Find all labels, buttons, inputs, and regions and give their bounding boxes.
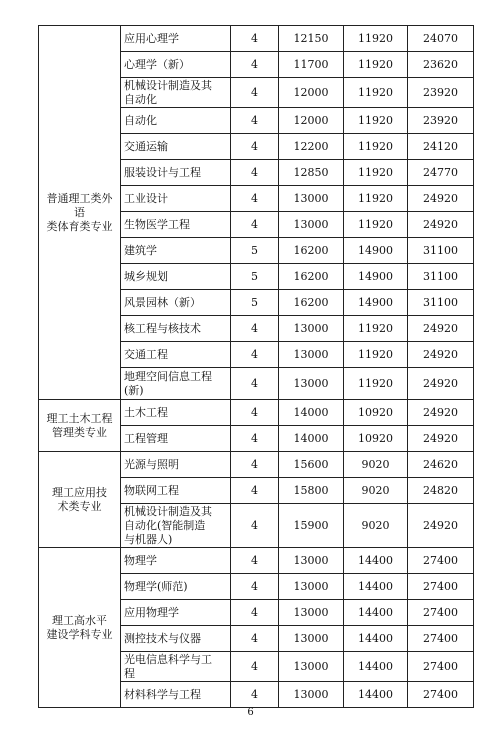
tuition-cell: 12150 — [279, 26, 344, 52]
major-cell: 应用物理学 — [121, 600, 231, 626]
years-cell: 5 — [231, 264, 279, 290]
tuition-cell: 13000 — [279, 316, 344, 342]
major-cell: 土木工程 — [121, 400, 231, 426]
table-row — [39, 452, 474, 478]
tuition-cell: 15600 — [279, 452, 344, 478]
total-cell: 24120 — [408, 134, 474, 160]
years-cell: 4 — [231, 26, 279, 52]
years-cell: 4 — [231, 342, 279, 368]
lodging-cell: 14900 — [344, 238, 408, 264]
major-cell: 机械设计制造及其 自动化(智能制造 与机器人) — [121, 504, 231, 548]
total-cell: 24070 — [408, 26, 474, 52]
years-cell: 4 — [231, 400, 279, 426]
lodging-cell: 11920 — [344, 316, 408, 342]
lodging-cell: 14400 — [344, 600, 408, 626]
tuition-cell: 13000 — [279, 600, 344, 626]
lodging-cell: 9020 — [344, 478, 408, 504]
lodging-cell: 10920 — [344, 426, 408, 452]
total-cell: 24920 — [408, 426, 474, 452]
fee-table-body — [39, 26, 474, 708]
years-cell: 4 — [231, 160, 279, 186]
lodging-cell: 11920 — [344, 186, 408, 212]
category-cell: 理工应用技 术类专业 — [39, 452, 121, 548]
tuition-cell: 13000 — [279, 652, 344, 682]
total-cell: 24920 — [408, 504, 474, 548]
total-cell: 24620 — [408, 452, 474, 478]
years-cell: 4 — [231, 316, 279, 342]
tuition-cell: 16200 — [279, 290, 344, 316]
total-cell: 24920 — [408, 400, 474, 426]
total-cell: 27400 — [408, 574, 474, 600]
lodging-cell: 10920 — [344, 400, 408, 426]
lodging-cell: 11920 — [344, 342, 408, 368]
major-cell: 交通工程 — [121, 342, 231, 368]
years-cell: 4 — [231, 478, 279, 504]
years-cell: 4 — [231, 78, 279, 108]
total-cell: 27400 — [408, 548, 474, 574]
lodging-cell: 14400 — [344, 682, 408, 708]
lodging-cell: 11920 — [344, 368, 408, 400]
lodging-cell: 11920 — [344, 26, 408, 52]
tuition-cell: 13000 — [279, 626, 344, 652]
major-cell: 机械设计制造及其 自动化 — [121, 78, 231, 108]
lodging-cell: 11920 — [344, 160, 408, 186]
major-cell: 建筑学 — [121, 238, 231, 264]
total-cell: 24920 — [408, 212, 474, 238]
lodging-cell: 9020 — [344, 452, 408, 478]
major-cell: 风景园林（新） — [121, 290, 231, 316]
major-cell: 生物医学工程 — [121, 212, 231, 238]
total-cell: 24920 — [408, 342, 474, 368]
total-cell: 31100 — [408, 290, 474, 316]
total-cell: 23620 — [408, 52, 474, 78]
years-cell: 5 — [231, 238, 279, 264]
tuition-cell: 12200 — [279, 134, 344, 160]
major-cell: 地理空间信息工程 (新) — [121, 368, 231, 400]
total-cell: 27400 — [408, 652, 474, 682]
tuition-cell: 14000 — [279, 400, 344, 426]
lodging-cell: 11920 — [344, 52, 408, 78]
lodging-cell: 14400 — [344, 652, 408, 682]
lodging-cell: 11920 — [344, 134, 408, 160]
total-cell: 31100 — [408, 264, 474, 290]
years-cell: 4 — [231, 212, 279, 238]
years-cell: 4 — [231, 652, 279, 682]
lodging-cell: 9020 — [344, 504, 408, 548]
major-cell: 服装设计与工程 — [121, 160, 231, 186]
category-cell: 普通理工类外语 类体育类专业 — [39, 26, 121, 400]
total-cell: 24920 — [408, 186, 474, 212]
total-cell: 27400 — [408, 600, 474, 626]
lodging-cell: 14900 — [344, 290, 408, 316]
table-row — [39, 400, 474, 426]
major-cell: 材料科学与工程 — [121, 682, 231, 708]
total-cell: 24770 — [408, 160, 474, 186]
tuition-cell: 16200 — [279, 264, 344, 290]
major-cell: 光电信息科学与工 程 — [121, 652, 231, 682]
table-row — [39, 548, 474, 574]
major-cell: 核工程与核技术 — [121, 316, 231, 342]
years-cell: 5 — [231, 290, 279, 316]
major-cell: 物理学(师范) — [121, 574, 231, 600]
lodging-cell: 11920 — [344, 212, 408, 238]
major-cell: 工程管理 — [121, 426, 231, 452]
tuition-cell: 11700 — [279, 52, 344, 78]
years-cell: 4 — [231, 682, 279, 708]
tuition-cell: 13000 — [279, 548, 344, 574]
fee-table — [38, 25, 474, 708]
years-cell: 4 — [231, 134, 279, 160]
tuition-cell: 13000 — [279, 342, 344, 368]
total-cell: 23920 — [408, 78, 474, 108]
years-cell: 4 — [231, 600, 279, 626]
major-cell: 工业设计 — [121, 186, 231, 212]
tuition-cell: 12000 — [279, 108, 344, 134]
major-cell: 自动化 — [121, 108, 231, 134]
lodging-cell: 11920 — [344, 108, 408, 134]
lodging-cell: 14900 — [344, 264, 408, 290]
lodging-cell: 14400 — [344, 574, 408, 600]
lodging-cell: 14400 — [344, 626, 408, 652]
years-cell: 4 — [231, 368, 279, 400]
tuition-cell: 14000 — [279, 426, 344, 452]
table-row — [39, 26, 474, 52]
years-cell: 4 — [231, 626, 279, 652]
tuition-cell: 13000 — [279, 682, 344, 708]
lodging-cell: 11920 — [344, 78, 408, 108]
years-cell: 4 — [231, 452, 279, 478]
total-cell: 27400 — [408, 626, 474, 652]
total-cell: 24920 — [408, 316, 474, 342]
total-cell: 27400 — [408, 682, 474, 708]
total-cell: 24820 — [408, 478, 474, 504]
years-cell: 4 — [231, 574, 279, 600]
lodging-cell: 14400 — [344, 548, 408, 574]
years-cell: 4 — [231, 504, 279, 548]
years-cell: 4 — [231, 426, 279, 452]
major-cell: 心理学（新） — [121, 52, 231, 78]
category-cell: 理工高水平 建设学科专业 — [39, 548, 121, 708]
years-cell: 4 — [231, 186, 279, 212]
tuition-cell: 13000 — [279, 212, 344, 238]
major-cell: 城乡规划 — [121, 264, 231, 290]
years-cell: 4 — [231, 52, 279, 78]
major-cell: 测控技术与仪器 — [121, 626, 231, 652]
years-cell: 4 — [231, 108, 279, 134]
total-cell: 24920 — [408, 368, 474, 400]
major-cell: 光源与照明 — [121, 452, 231, 478]
years-cell: 4 — [231, 548, 279, 574]
category-cell: 理工土木工程 管理类专业 — [39, 400, 121, 452]
tuition-cell: 15900 — [279, 504, 344, 548]
page-number: 6 — [247, 707, 254, 718]
tuition-cell: 12850 — [279, 160, 344, 186]
total-cell: 23920 — [408, 108, 474, 134]
tuition-cell: 13000 — [279, 574, 344, 600]
tuition-cell: 13000 — [279, 368, 344, 400]
tuition-cell: 15800 — [279, 478, 344, 504]
tuition-cell: 13000 — [279, 186, 344, 212]
major-cell: 应用心理学 — [121, 26, 231, 52]
tuition-cell: 16200 — [279, 238, 344, 264]
major-cell: 物联网工程 — [121, 478, 231, 504]
major-cell: 交通运输 — [121, 134, 231, 160]
major-cell: 物理学 — [121, 548, 231, 574]
total-cell: 31100 — [408, 238, 474, 264]
tuition-cell: 12000 — [279, 78, 344, 108]
